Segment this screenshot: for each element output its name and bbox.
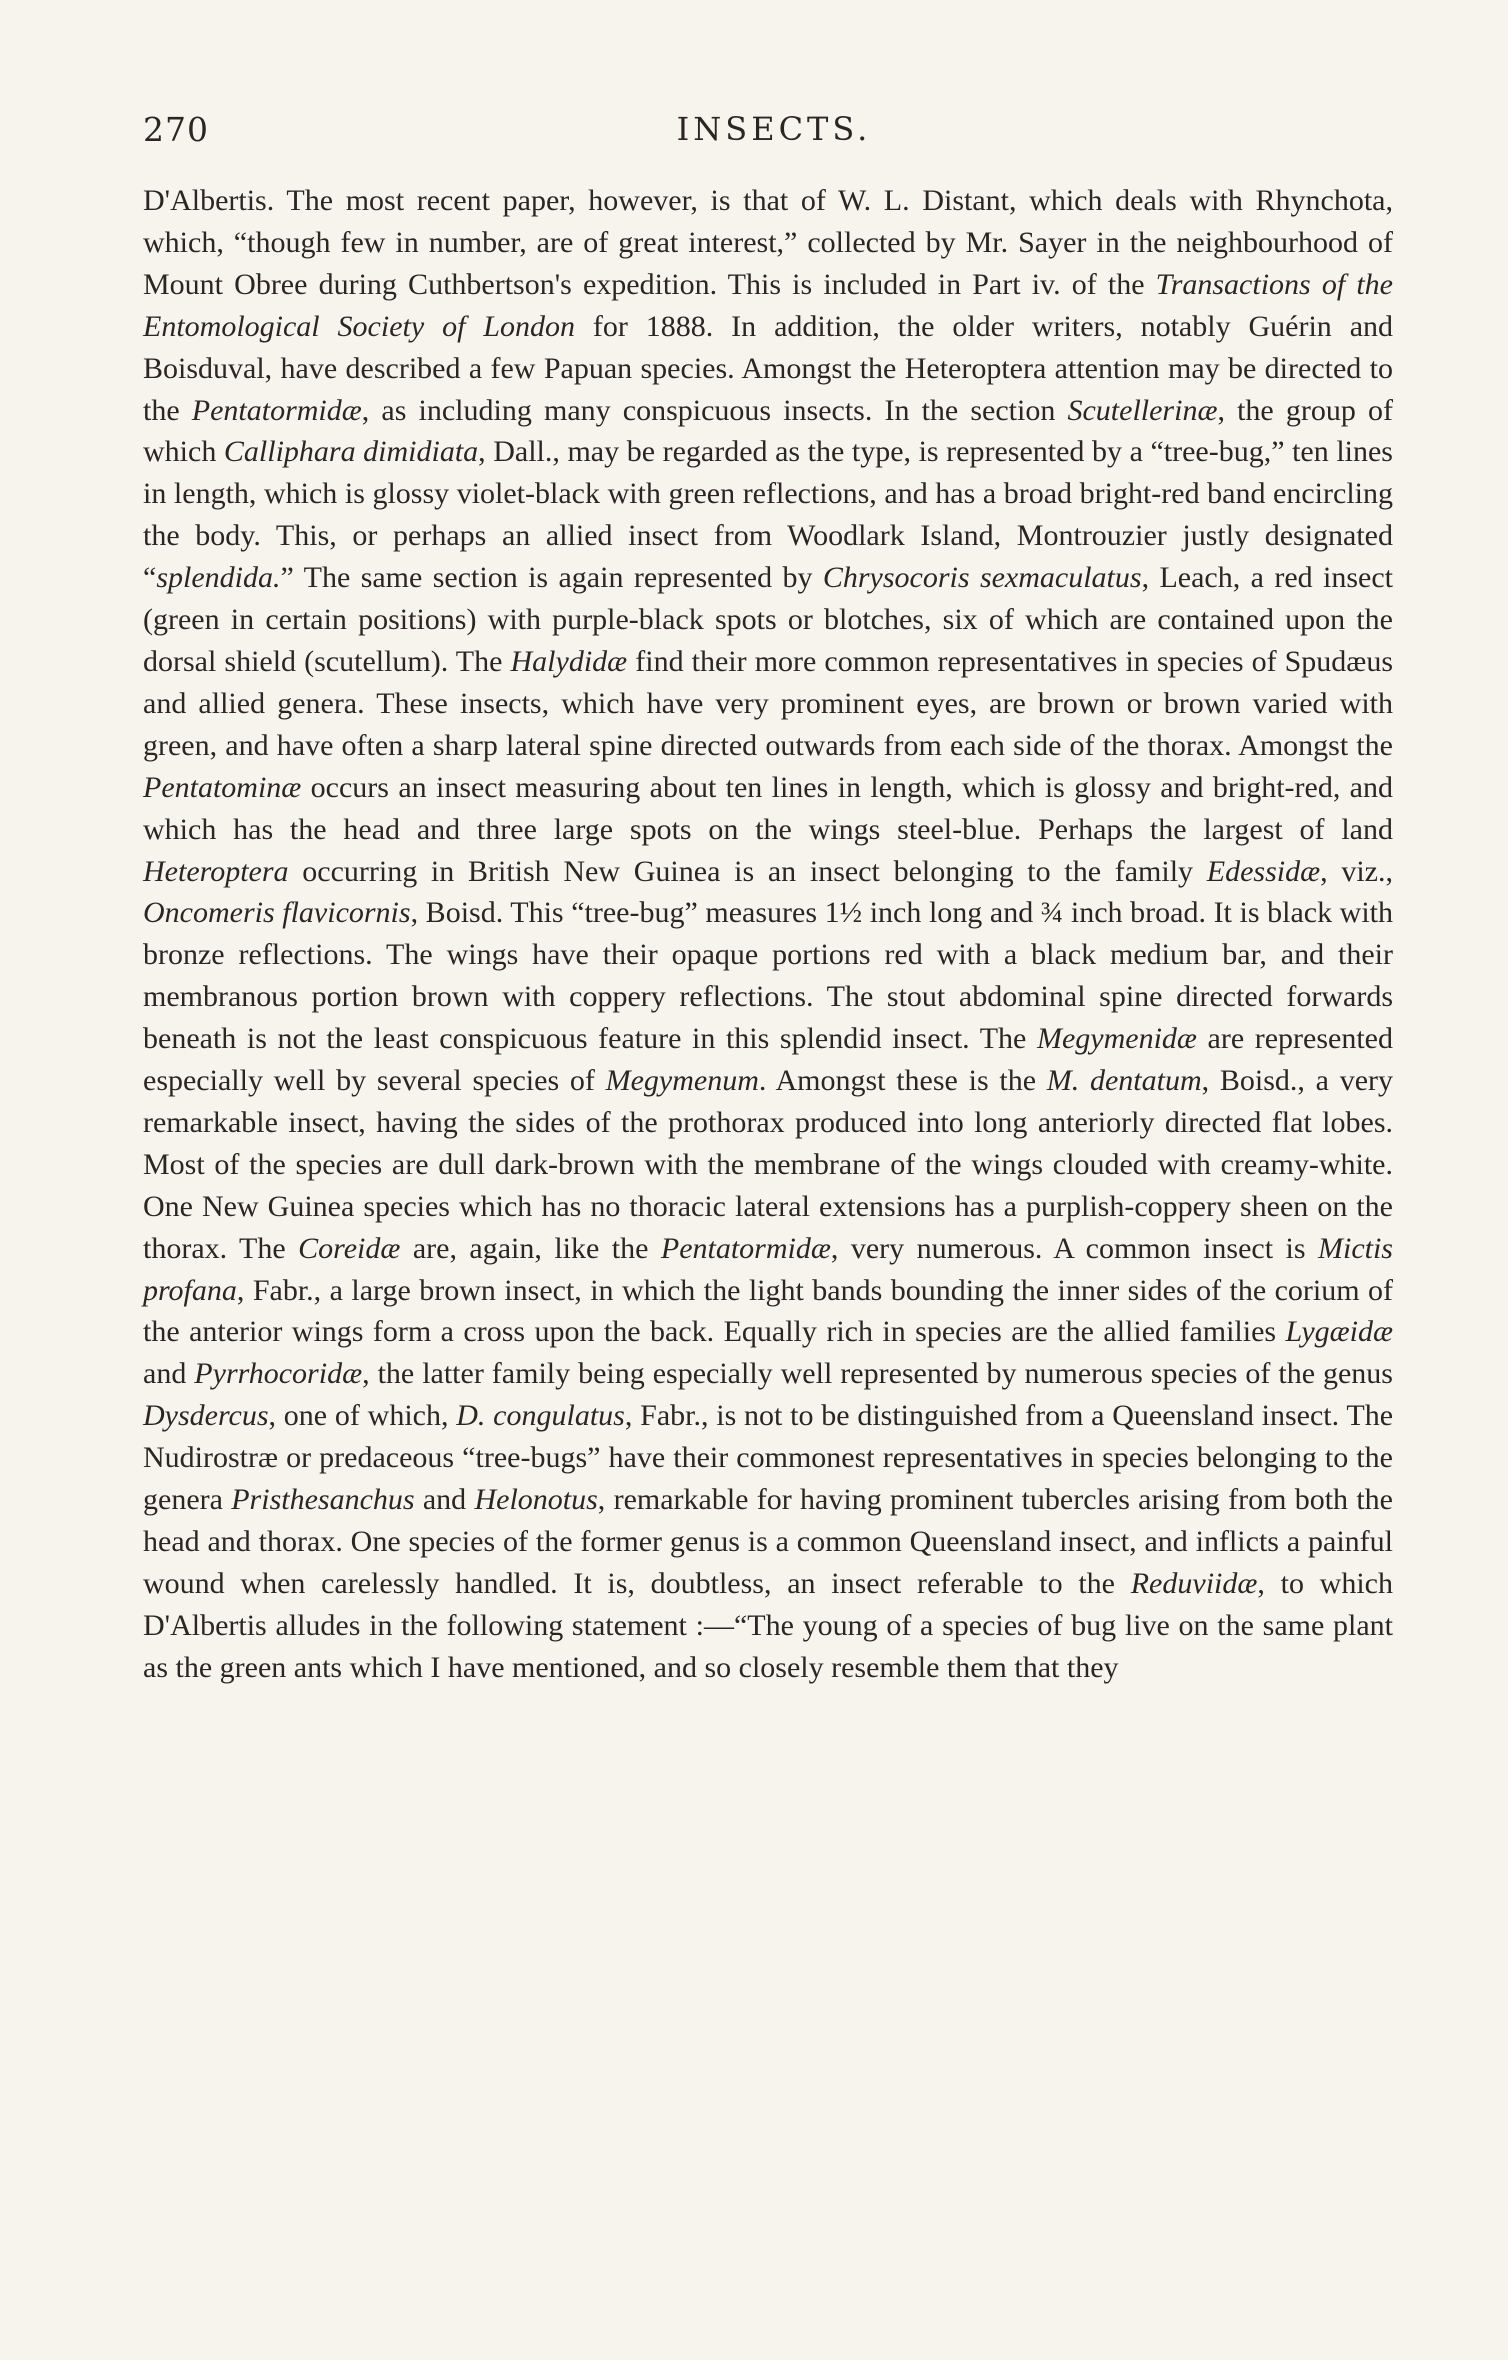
- text-run: , very numerous. A common insect is: [830, 1231, 1318, 1265]
- italic-term: Dysdercus: [143, 1399, 269, 1433]
- italic-term: Pentatormidæ: [191, 393, 362, 427]
- text-run: , the group of which: [143, 393, 1393, 469]
- running-head: [143, 110, 1405, 160]
- italic-term: Megymenidæ: [1036, 1022, 1197, 1056]
- italic-term: Pentatominæ: [143, 770, 302, 804]
- text-run: , remarkable for having prominent tubercles arising from both the head and thorax. One species of the former genus is a common Queensland insect, and inflicts a painful wound when carelessly handled. It is, doubtless, an insect referable to the: [143, 1483, 1393, 1600]
- text-run: . Amongst these is the: [758, 1064, 1047, 1098]
- italic-term: Helonotus: [474, 1483, 598, 1517]
- italic-term: D. congulatus: [456, 1399, 625, 1433]
- text-run: are, again, like the: [400, 1231, 661, 1265]
- text-run: for 1888. In addition, the older writers, notably Guérin and Boisduval, have described a few Papuan species. Amongst the Heteroptera attention may be directed to the: [143, 309, 1394, 427]
- text-run: occurring in British New Guinea is an insect belonging to the family: [288, 854, 1207, 888]
- italic-term: Scutellerinæ: [1067, 393, 1218, 427]
- text-run: are represented especially well by several species of: [143, 1022, 1393, 1098]
- text-run: D'Albertis. The most recent paper, however, is that of W. L. Distant, which deals with Rhynchota, which, “though few in number, are of great interest,” collected by Mr. Sayer in the neighbourhood of Mount Obree during Cuthbertson's expedition. This is included in Part iv. of the: [143, 184, 1393, 301]
- italic-term: Pyrrhocoridæ: [194, 1357, 363, 1391]
- page-number: 270: [143, 110, 209, 149]
- text-run: , Leach, a red insect (green in certain positions) with purple-black spots or blotches, six of which are contained upon the dorsal shield (scutellum). The: [143, 561, 1393, 678]
- italic-term: Halydidæ: [510, 644, 628, 678]
- text-run: and: [414, 1483, 475, 1517]
- italic-term: Megymenum: [605, 1064, 759, 1098]
- text-run: , Boisd., a very remarkable insect, having the sides of the prothorax produced into long anteriorly directed flat lobes. Most of the species are dull dark-brown with the membrane of the wings clouded with creamy-white. One New Guinea species which has no thoracic lateral extensions has a purplish-coppery sheen on the thorax. The: [143, 1064, 1394, 1265]
- italic-term: Coreidæ: [298, 1231, 401, 1265]
- text-run: , Fabr., is not to be distinguished from a Queensland insect. The Nudirostræ or predaceous “tree-bugs” have their commonest representatives in species belonging to the genera: [143, 1399, 1394, 1517]
- text-run: , the latter family being especially well represented by numerous species of the genus: [362, 1357, 1393, 1391]
- text-run: and: [143, 1357, 195, 1391]
- text-run: , viz.,: [1320, 854, 1393, 888]
- text-run: , Boisd. This “tree-bug” measures 1½ inch long and ¾ inch broad. It is black with bronze reflections. The wings have their opaque portions red with a black medium bar, and their membranous portion brown with coppery reflections. The stout abdominal spine directed forwards beneath is not the least conspicuous feature in this splendid insect. The: [143, 896, 1394, 1056]
- italic-term: Mictis profana: [143, 1231, 1393, 1307]
- italic-term: Pentatormidæ: [660, 1231, 831, 1265]
- italic-term: Pristhesanchus: [231, 1483, 415, 1517]
- italic-term: Oncomeris flavicornis: [143, 896, 411, 930]
- text-run: , one of which,: [268, 1399, 457, 1433]
- italic-term: Reduviidæ: [1130, 1566, 1258, 1600]
- italic-term: Edessidæ: [1206, 854, 1321, 888]
- italic-term: Chrysocoris sexmaculatus: [822, 561, 1142, 595]
- italic-term: splendida.: [156, 561, 281, 595]
- italic-term: Heteroptera: [143, 854, 289, 888]
- running-title: INSECTS.: [676, 110, 872, 148]
- text-run: find their more common representatives in species of Spudæus and allied genera. These insects, which have very prominent eyes, are brown or brown varied with green, and have often a sharp lateral spine directed outwards from each side of the thorax. Amongst the: [143, 644, 1393, 762]
- text-run: ” The same section is again represented by: [280, 561, 823, 595]
- italic-term: Calliphara dimidiata: [223, 435, 479, 469]
- text-run: , as including many conspicuous insects. In the section: [361, 393, 1068, 427]
- body-paragraph: [143, 180, 1393, 1689]
- italic-term: M. dentatum: [1046, 1064, 1202, 1098]
- text-run: , Fabr., a large brown insect, in which the light bands bounding the inner sides of the corium of the anterior wings form a cross upon the back. Equally rich in species are the allied families: [143, 1273, 1393, 1349]
- italic-term: Lygæidæ: [1285, 1315, 1393, 1349]
- text-run: occurs an insect measuring about ten lines in length, which is glossy and bright-red, and which has the head and three large spots on the wings steel-blue. Perhaps the largest of land: [143, 770, 1393, 846]
- text-run: , to which D'Albertis alludes in the following statement :—“The young of a species of bug live on the same plant as the green ants which I have mentioned, and so closely resemble them that they: [143, 1566, 1393, 1684]
- text-run: , Dall., may be regarded as the type, is represented by a “tree-bug,” ten lines in length, which is glossy violet-black with green reflections, and has a broad bright-red band encircling the body. This, or perhaps an allied insect from Woodlark Island, Montrouzier justly designated “: [143, 435, 1393, 595]
- italic-term: Transactions of the Entomological Society of London: [143, 267, 1393, 343]
